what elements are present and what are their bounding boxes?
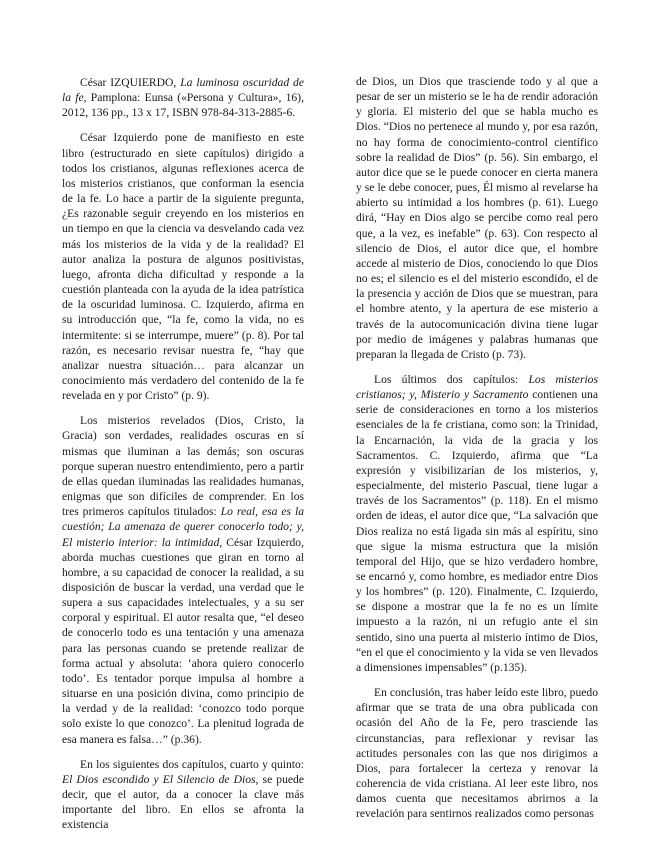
citation-book-title: La luminosa oscuridad de la fe bbox=[62, 76, 305, 105]
text-segment: Los misterios revelados (Dios, Cristo, la Gracia) son verdades, realidades oscuras en sí mismas que iluminan a las demás; son oscuras porque superan nuestro entendimiento, pero a partir de ellas quedan iluminadas las realidades humanas, enigmas que son difíciles de comprender. En los tres primeros capítulos titulados: bbox=[62, 414, 304, 519]
citation-details: , Pamplona: Eunsa («Persona y Cultura», 16), 2012, 136 pp., 13 x 17, ISBN 978-84-313-2885-6. bbox=[62, 91, 304, 120]
chapters-four-five-paragraph bbox=[62, 757, 304, 833]
conclusion-paragraph: En conclusión, tras haber leído este libro, puedo afirmar que se trata de una obra publicada con ocasión del Año de la Fe, pero trasciende las circunstancias, para reflexionar y revisar las actitudes personales con las que nos dirigimos a Dios, para fortalecer la certeza y renovar la coherencia de vida cristiana. Al leer este libro, nos damos cuenta que necesitamos abrirnos a la revelación para sentirnos realizados como personas bbox=[356, 686, 598, 821]
text-segment: se puede decir, que el autor, da a conocer la clave más importante del libro. En ellos se afronta la existencia bbox=[62, 772, 304, 832]
text-segment: En los siguientes dos capítulos, cuarto y quinto: bbox=[80, 757, 304, 771]
citation-paragraph bbox=[62, 75, 304, 120]
left-column bbox=[62, 75, 304, 833]
text-segment: , César Izquierdo, aborda muchas cuestiones que giran en torno al hombre, a su capacidad de conocer la realidad, a su disposición de buscar la verdad, una verdad que le supera a sus capacidades intelectuales, y a su ser corporal y espiritual. El autor resalta que, “el deseo de conocerlo todo es una tentación y una amenaza para las personas cuando se pretende realizar de forma actual y absoluta: ‘ahora quiero conocerlo todo’. Es tentador porque impulsa al hombre a situarse en una posición divina, como principio de la verdad y de la realidad: ‘conozco todo porque solo existe lo que conozco’. La plenitud lograda de esa manera es falsa…” (p.36). bbox=[62, 535, 304, 746]
text-segment: Los últimos dos capítulos: bbox=[374, 372, 529, 386]
last-chapters-paragraph bbox=[356, 372, 598, 675]
chapter-titles: Lo real, esa es la cuestión; La amenaza de querer conocerlo todo; y, El misterio interior: la intimidad bbox=[62, 505, 304, 549]
chapter-titles: Los misterios cristianos; y, Misterio y Sacramento bbox=[356, 372, 598, 402]
intro-paragraph: César Izquierdo pone de manifiesto en este libro (estructurado en siete capítulos) dirigido a todos los cristianos, algunas reflexiones acerca de los misterios cristianos, que conforman la esencia de la fe. Lo hace a partir de la siguiente pregunta, ¿Es razonable seguir creyendo en los misterios en un tiempo en que la ciencia va desvelando cada vez más los misterios de la vida y de la realidad? El autor analiza la postura de algunos positivistas, luego, afronta dicha dificultad y responde a la cuestión planteada con la ayuda de la idea patrística de la oscuridad luminosa. C. Izquierdo, afirma en su introducción que, “la fe, como la vida, no es intermitente: si se interrumpe, muere” (p. 8). Por tal razón, es necesario revisar nuestra fe, “hay que analizar nuestra situación… para alcanzar un conocimiento más verdadero del contenido de la fe revelada en y por Cristo” (p. 9). bbox=[62, 131, 304, 403]
revealed-mysteries-paragraph bbox=[62, 413, 304, 746]
text-segment: contienen una serie de consideraciones en torno a los misterios esenciales de la fe cristiana, como son: la Trinidad, la Encarnación, la vida de la gracia y los Sacramentos. C. Izquierdo, afirma que “La expresión y visibilizarían de los misterios, y, especialmente, del misterio Pascual, tiene lugar a través de los Sacramentos” (p. 118). En el mismo orden de ideas, el autor dice que, “La salvación que Dios realiza no está ligada sin más al espíritu, sino que sigue la misma estructura que la misión temporal del Hijo, que se hizo verdadero hombre, se encarnó y, como hombre, es mediador entre Dios y los hombres” (p. 120). Finalmente, C. Izquierdo, se dispone a mostrar que la fe no es un límite impuesto a la razón, ni un refugio ante el sin sentido, sino una puerta al misterio íntimo de Dios, “en el que el conocimiento y la vida se ven llevados a dimensiones impensables” (p.135). bbox=[356, 388, 598, 674]
chapter-titles: El Dios escondido y El Silencio de Dios, bbox=[62, 772, 259, 786]
citation-author: César IZQUIERDO, bbox=[80, 76, 181, 89]
continuation-paragraph: de Dios, un Dios que trasciende todo y al que a pesar de ser un misterio se le ha de rendir adoración y gloria. El misterio del que se habla mucho es Dios. “Dios no pertenece al mundo y, por esa razón, no hay forma de conocimiento-control científico sobre la realidad de Dios” (p. 56). Sin embargo, el autor dice que se le puede conocer en cierta manera y se le debe conocer, pues, Él mismo al revelarse ha abierto su intimidad a los hombres (p. 61). Luego dirá, “Hay en Dios algo se percibe como real pero que, a la vez, es inefable” (p. 63). Con respecto al silencio de Dios, el autor dice que, el hombre accede al misterio de Dios, conociendo lo que Dios no es; el silencio es el del misterio escondido, el de la presencia y acción de Dios que se muestran, para el hombre atento, y la apertura de ese misterio a través de la autocomunicación divina tiene lugar por medio de imágenes y palabras humanas que preparan la llegada de Cristo (p. 73). bbox=[356, 75, 598, 361]
right-column bbox=[356, 74, 598, 822]
